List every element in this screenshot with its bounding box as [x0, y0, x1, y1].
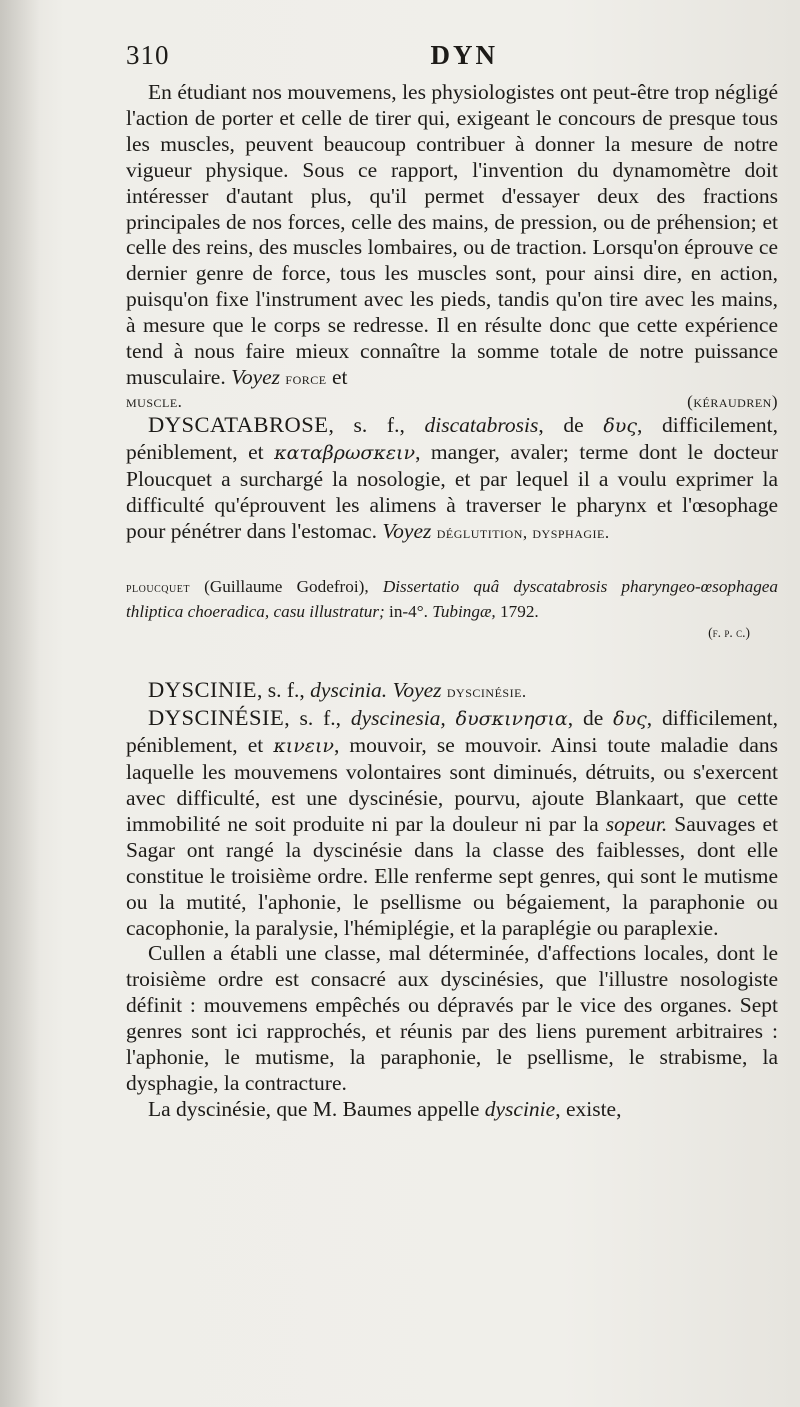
italic-term: sopeur.: [605, 811, 668, 836]
latin-term: discatabrosis: [424, 412, 539, 437]
definition-text: , manger, avaler; terme dont le docteur Ploucquet a surchargé la nosologie, et par lequel il a voulu exprimer la difficulté qu'éprouvent les alimens à traverser le pharynx et l'œsophage pour pénétrer dans l'estomac.: [126, 439, 778, 543]
latin-term: dyscinesia,: [350, 706, 446, 731]
greek-word: καταβρωσκειν: [274, 441, 416, 464]
bibliography-entry: [126, 575, 778, 623]
part-of-speech: , s. f.,: [257, 678, 305, 703]
cross-refs: déglutition, dysphagie.: [436, 522, 610, 542]
entry-dyscatabrose: [126, 412, 778, 546]
greek-word: δυσκινησια: [455, 708, 568, 731]
biblio-title: Dissertatio quâ dyscatabrosis pharyngeo-œsophagea thliptica choeradica, casu illustratur;: [126, 577, 779, 622]
part-of-speech: , s. f.,: [284, 706, 342, 731]
voyez-label: Voyez: [382, 518, 432, 543]
paragraph-text: La dyscinésie, que M. Baumes appelle: [148, 1096, 480, 1121]
voyez-label: Voyez: [231, 364, 281, 389]
binding-shadow: [0, 0, 40, 1407]
paragraph-text: , existe,: [555, 1096, 622, 1121]
biblio-format: in-4°.: [389, 602, 428, 622]
biblio-author: ploucquet: [126, 581, 190, 597]
italic-term: dyscinie: [484, 1096, 556, 1121]
conjunction: et: [331, 364, 348, 389]
biblio-place: Tubingæ,: [432, 602, 496, 622]
greek-word: δυς: [603, 414, 637, 437]
preposition: , de: [538, 412, 584, 437]
cross-ref-muscle: muscle.: [126, 391, 183, 411]
cross-ref: dyscinésie.: [446, 682, 527, 702]
paragraph-baumes: [126, 1097, 778, 1123]
entry-end-row: [126, 392, 778, 412]
headword: DYSCATABROSE: [148, 411, 329, 437]
biblio-year: 1792.: [500, 602, 539, 622]
voyez-label: Voyez: [392, 678, 442, 703]
spacer: [126, 643, 778, 677]
headword: DYSCINÉSIE: [148, 705, 285, 731]
headword: DYSCINIE: [148, 677, 257, 703]
entry-dyscinie: [126, 677, 778, 705]
greek-word: δυς: [613, 708, 647, 731]
preposition: , de: [567, 706, 604, 731]
latin-term: dyscinia.: [310, 678, 388, 703]
entry-dyscinesie: [126, 705, 778, 941]
paragraph-text: En étudiant nos mouvemens, les physiologistes ont peut-être trop négligé l'action de porter et celle de tirer qui, exigeant le concours de presque tous les muscles, peuvent beaucoup contribuer à donner la mesure de notre vigueur physique. Sous ce rapport, l'invention du dynamomètre doit intéresser d'autant plus, qu'il permet d'essayer deux des fractions principales de nos forces, celle des mains, de pression, ou de préhension; et celle des reins, des muscles lombaires, ou de traction. Lorsqu'on éprouve ce dernier genre de force, tous les muscles sont, pour ainsi dire, en action, puisqu'on fixe l'instrument avec les pieds, tandis qu'on tire avec les mains, à mesure que le corps se redresse. Il en résulte donc que cette expérience tend à nous faire mieux connaître la somme totale de notre puissance musculaire.: [126, 80, 778, 389]
paragraph-dynamometre: [126, 80, 778, 392]
definition-text: , mouvoir, se mouvoir. Ainsi toute maladie dans laquelle les mouvemens volontaires sont diminués, détruits, ou s'exercent avec difficulté, est une dyscinésie, pourvu, ajoute Blankaart, que cette immobilité ne soit produite ni par la douleur ni par la: [126, 733, 778, 836]
definition-text: Sauvages et Sagar ont rangé la dyscinésie dans la classe des faiblesses, dont elle constitue le troisième ordre. Elle renferme sept genres, qui sont le mutisme ou la mutité, l'aphonie, le psellisme ou bégaiement, la paraphonie ou cacophonie, la paralysie, l'hémiplégie, et la paraplégie ou paraplexie.: [126, 811, 779, 940]
page-header: [126, 40, 778, 80]
cross-ref-force: force: [285, 368, 327, 388]
part-of-speech: , s. f.,: [328, 412, 405, 437]
biblio-signature: (f. p. c.): [708, 625, 750, 641]
paragraph-cullen: Cullen a établi une classe, mal déterminée, d'affections locales, dont le troisième ordre est consacré aux dyscinésies, que l'illustre nosologiste définit : mouvemens empêchés ou dépravés par le vice des organes. Sept genres sont ici rapprochés, et réunis par des liens purement arbitraires : l'aphonie, le mutisme, la paraphonie, le psellisme, le strabisme, la dysphagie, la contracture.: [126, 941, 778, 1095]
biblio-names: (Guillaume Godefroi),: [204, 577, 369, 597]
page-number: 310: [126, 40, 170, 70]
author-signature: (kéraudren): [687, 391, 778, 411]
definition-text: , difficilement, péniblement, et: [126, 412, 779, 464]
greek-word: κινειν: [273, 735, 334, 758]
definition-text: , difficilement, péniblement, et: [126, 706, 779, 758]
running-head: DYN: [430, 40, 498, 70]
